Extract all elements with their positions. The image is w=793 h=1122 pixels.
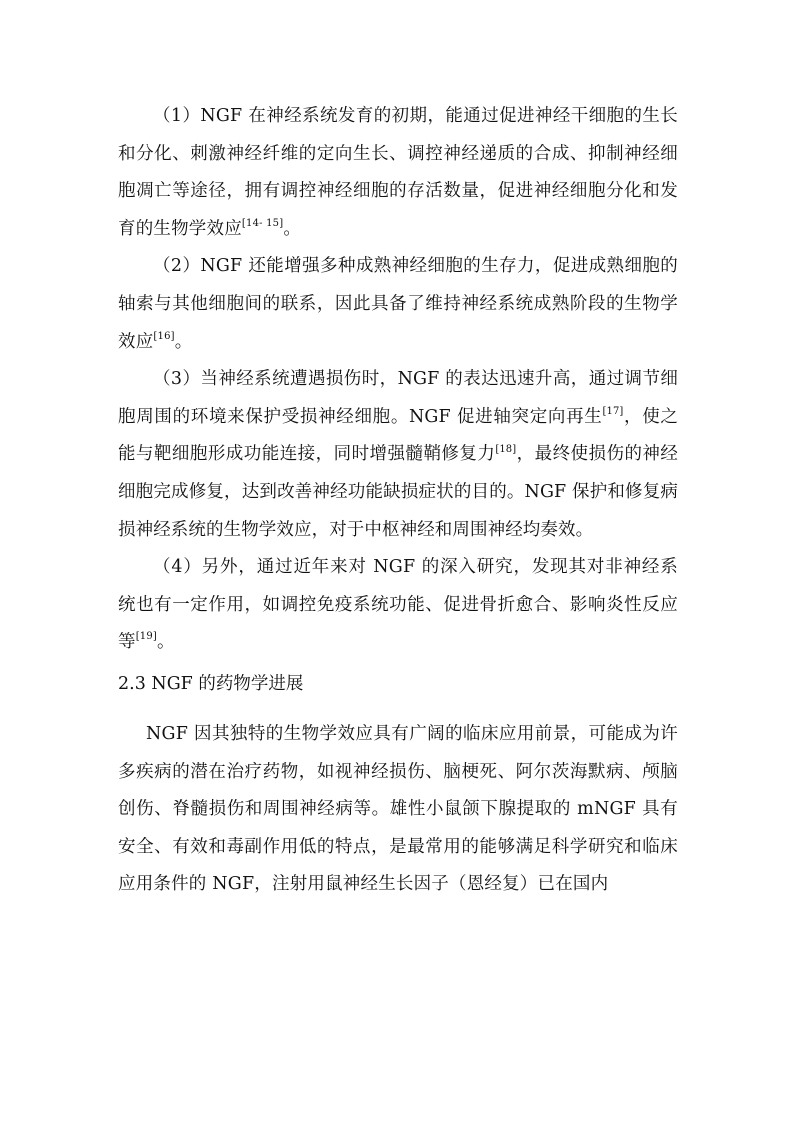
document-page [118,98,678,904]
paragraph-2 [118,248,678,361]
citation-19: [19] [135,631,158,643]
paragraph-4-tail: 。 [157,632,175,653]
citation-18: [18] [495,443,517,455]
section-paragraph: NGF 因其独特的生物学效应具有广阔的临床应用前景，可能成为许多疾病的潜在治疗药物，如视神经损伤、脑梗死、阿尔茨海默病、颅脑创伤、脊髓损伤和周围神经病等。雄性小鼠颌下腺提取的 mNGF 具有安全、有效和毒副作用低的特点，是最常用的能够满足科学研究和临床应用条件的 NGF，注射用鼠神经生长因子（恩经复）已在国内 [118,723,678,895]
paragraph-4 [118,549,678,662]
paragraph-3-text-a: （3）当神经系统遭遇损伤时，NGF 的表达迅速升高，通过调节细胞周围的环境来保护受损神经细胞。NGF 促进轴突定向再生 [118,369,678,427]
paragraph-2-tail: 。 [174,331,193,352]
paragraph-3-text-b: ，使之能与靶细胞形成功能连接，同时增强髓鞘修复力 [118,406,679,465]
citation-16: [16] [153,330,175,342]
paragraph-3-text-c: ，最终使损伤的神经细胞完成修复，达到改善神经功能缺损症状的目的。NGF 保护和修复病损神经系统的生物学效应，对于中枢神经和周围神经均奏效。 [118,444,678,540]
paragraph-2-text: （2）NGF 还能增强多种成熟神经细胞的生存力，促进成熟细胞的轴索与其他细胞间的联系，因此具备了维持神经系统成熟阶段的生物学效应 [118,256,678,352]
section-heading: 2.3 NGF 的药物学进展 [118,673,304,694]
citation-14-15: [14- 15] [241,217,284,229]
paragraph-1-text: （1）NGF 在神经系统发育的初期，能通过促进神经干细胞的生长和分化、刺激神经纤维的定向生长、调控神经递质的合成、抑制神经细胞凋亡等途径，拥有调控神经细胞的存活数量，促进神经细胞分化和发育的生物学效应 [118,106,678,239]
paragraph-1-tail: 。 [283,218,302,239]
paragraph-4-text: （4）另外，通过近年来对 NGF 的深入研究，发现其对非神经系统也有一定作用，如调控免疫系统功能、促进骨折愈合、影响炎性反应等 [118,557,678,653]
paragraph-3 [118,361,678,549]
citation-17: [17] [602,405,624,417]
paragraph-1 [118,98,678,248]
